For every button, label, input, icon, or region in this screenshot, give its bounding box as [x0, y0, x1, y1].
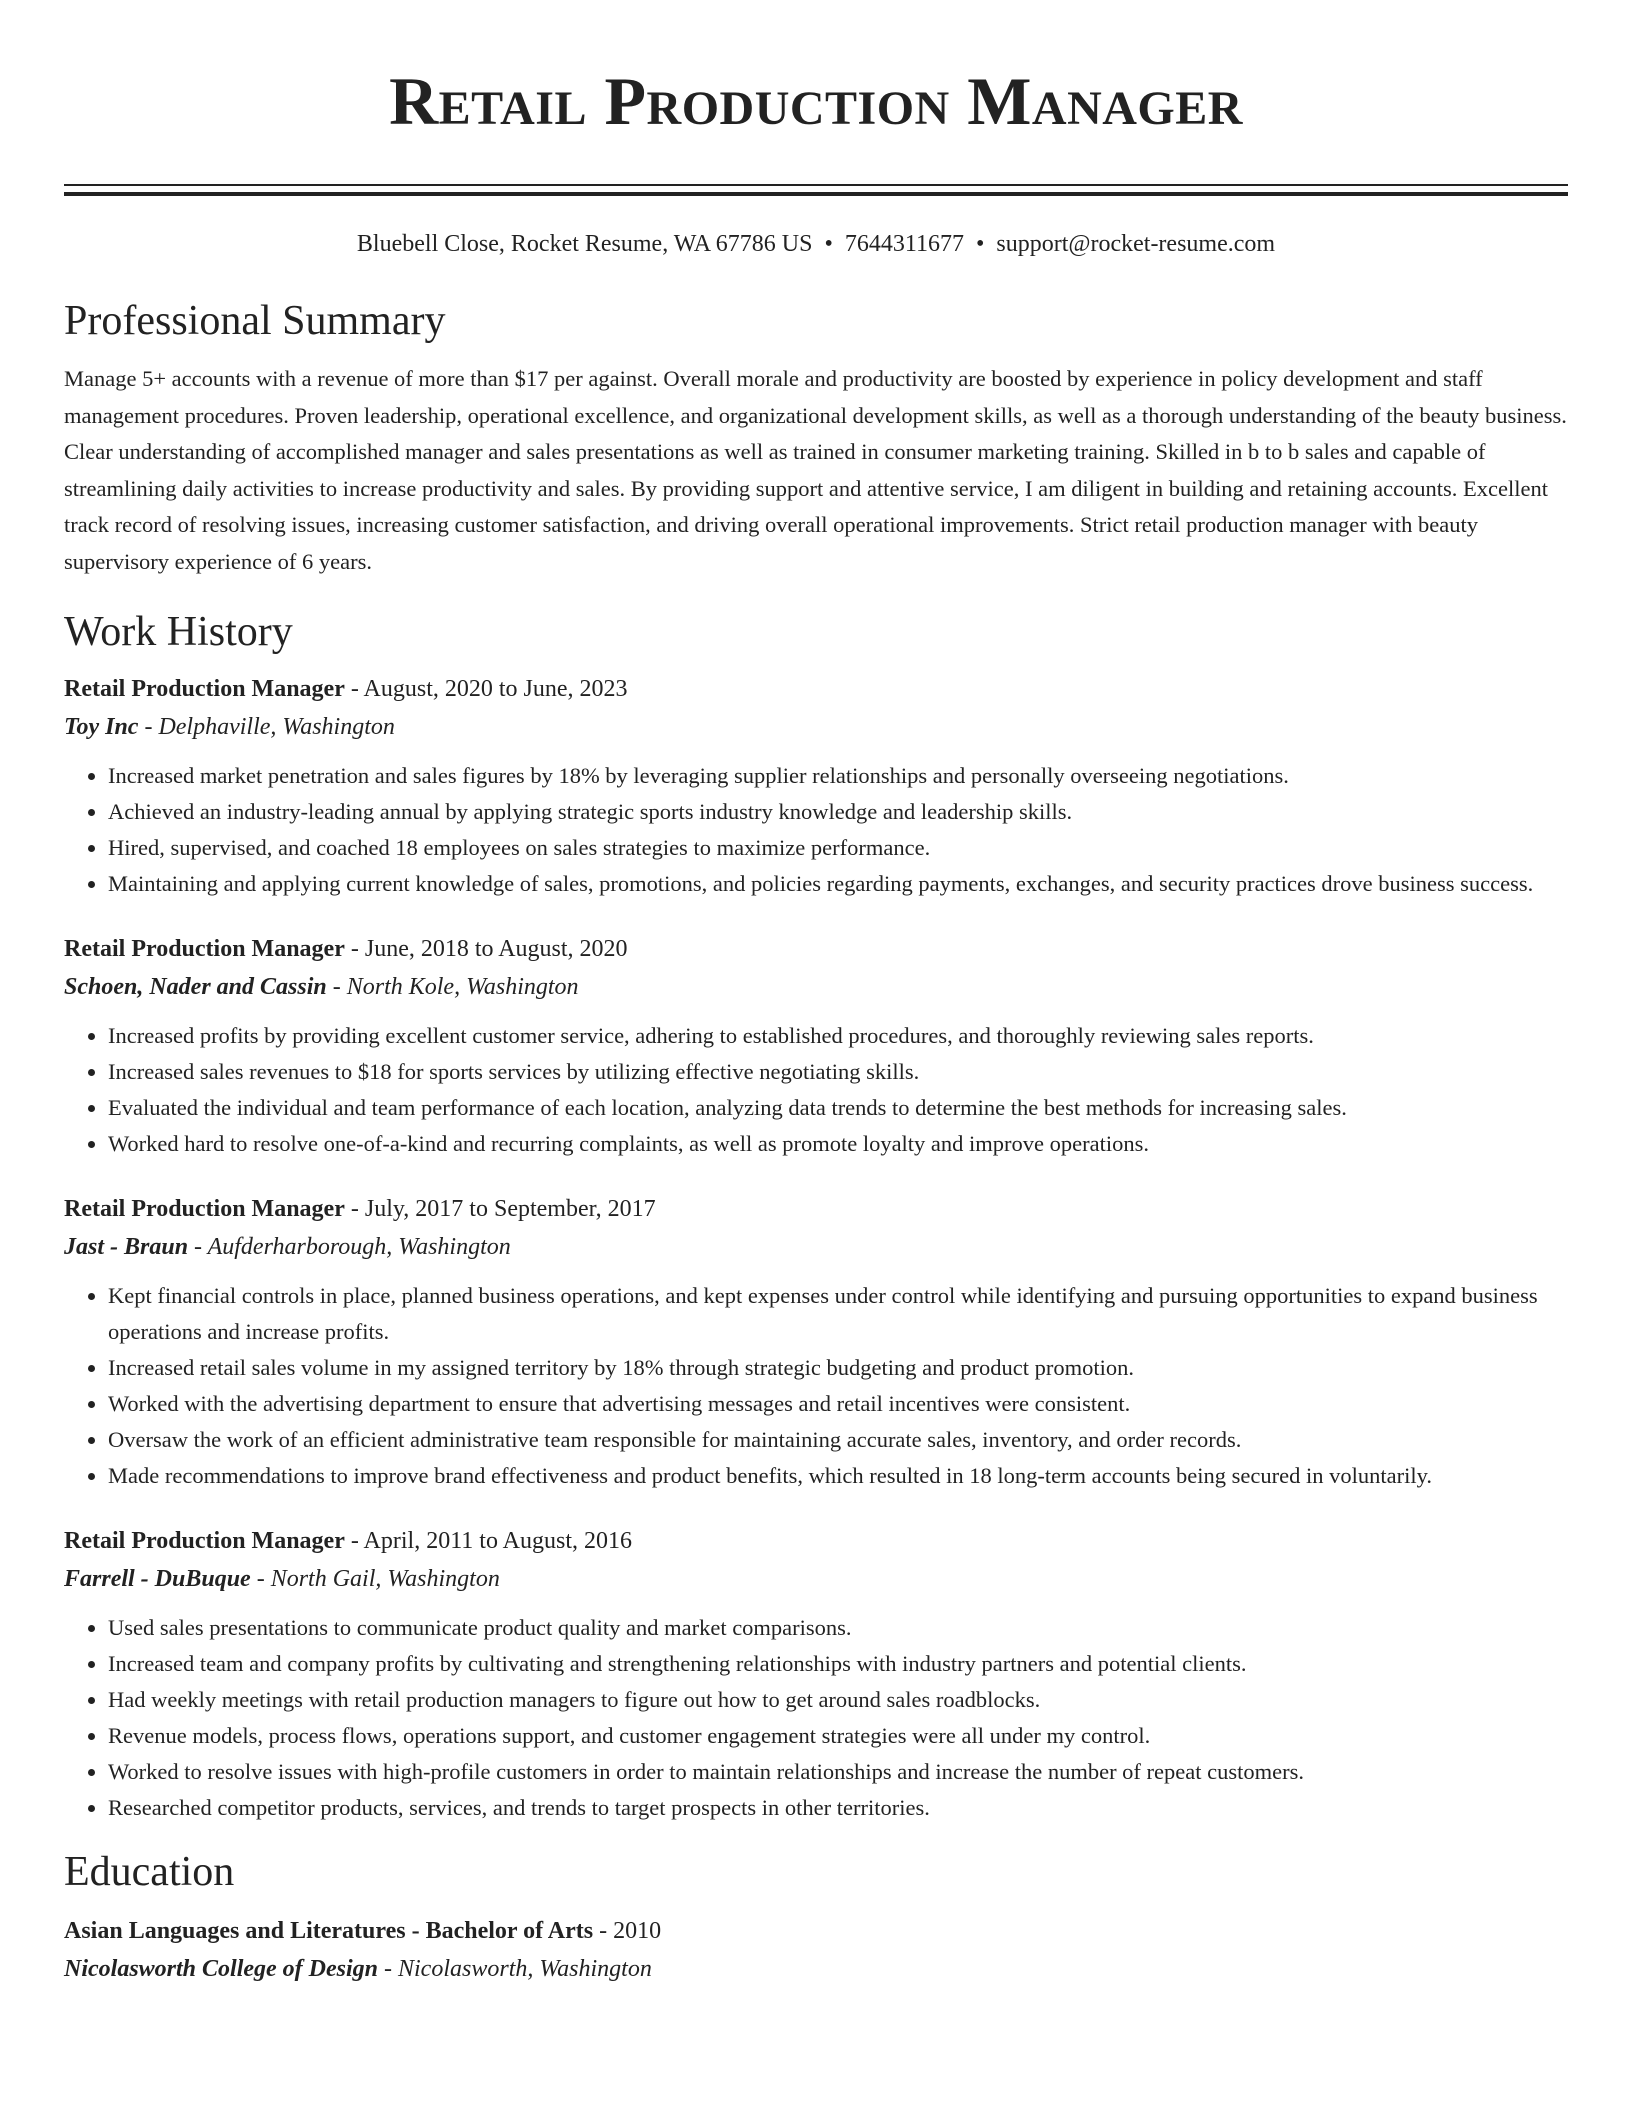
job-bullet: • Maintaining and applying current knowledge of sales, promotions, and policies regarding payments, exchanges, and security practices drove business success. [108, 866, 1568, 902]
job-title-line [64, 930, 1568, 968]
job-bullet: • Increased profits by providing excellent customer service, adhering to established procedures, and thoroughly reviewing sales reports. [108, 1018, 1568, 1054]
job-title-line [64, 1522, 1568, 1560]
company-name: Schoen, Nader and Cassin [64, 974, 327, 1000]
job-bullet: • Kept financial controls in place, planned business operations, and kept expenses under control while identifying and pursuing opportunities to expand business operations and increase profits. [108, 1278, 1568, 1350]
job-dates: - June, 2018 to August, 2020 [344, 936, 628, 962]
job-bullet: • Researched competitor products, services, and trends to target prospects in other territories. [108, 1790, 1568, 1826]
school-location: - Nicolasworth, Washington [378, 1956, 652, 1982]
job-entry [64, 1190, 1568, 1494]
job-bullets [64, 1018, 1568, 1162]
contact-line [64, 229, 1568, 259]
job-bullet: • Increased team and company profits by cultivating and strengthening relationships with industry partners and potential clients. [108, 1646, 1568, 1682]
job-bullet: • Worked with the advertising department to ensure that advertising messages and retail incentives were consistent. [108, 1386, 1568, 1422]
job-bullet: • Increased retail sales volume in my assigned territory by 18% through strategic budgeting and product promotion. [108, 1350, 1568, 1386]
job-entry [64, 1522, 1568, 1826]
job-title: Retail Production Manager [64, 676, 345, 702]
work-history-heading: Work History [64, 609, 293, 655]
resume-title: Retail Production Manager [389, 63, 1243, 139]
school-name: Nicolasworth College of Design [64, 1956, 379, 1982]
company-location: - North Kole, Washington [326, 974, 579, 1000]
job-bullets [64, 1278, 1568, 1494]
job-title: Retail Production Manager [64, 1196, 345, 1222]
contact-address: Bluebell Close, Rocket Resume, WA 67786 US [356, 231, 813, 257]
job-entry [64, 930, 1568, 1162]
job-bullet: • Revenue models, process flows, operations support, and customer engagement strategies were all under my control. [108, 1718, 1568, 1754]
degree-name: Asian Languages and Literatures - Bachelor of Arts [64, 1918, 594, 1944]
company-name: Farrell - DuBuque [64, 1566, 251, 1592]
school-line [64, 1950, 1568, 1988]
job-dates: - July, 2017 to September, 2017 [344, 1196, 656, 1222]
job-title-line [64, 670, 1568, 708]
education-entry [64, 1912, 1568, 1988]
title-divider-thick [64, 192, 1568, 196]
contact-email: support@rocket-resume.com [996, 231, 1276, 257]
title-divider-thin [64, 184, 1568, 186]
company-location: - Delphaville, Washington [138, 714, 395, 740]
company-name: Toy Inc [64, 714, 139, 740]
job-dates: - August, 2020 to June, 2023 [344, 676, 628, 702]
degree-year: - 2010 [593, 1918, 662, 1944]
job-dates: - April, 2011 to August, 2016 [344, 1528, 632, 1554]
job-entry [64, 670, 1568, 902]
resume-document [64, 56, 1568, 1988]
job-bullet: • Oversaw the work of an efficient administrative team responsible for maintaining accurate sales, inventory, and order records. [108, 1422, 1568, 1458]
job-title: Retail Production Manager [64, 1528, 345, 1554]
company-line [64, 1560, 1568, 1598]
job-bullet: • Increased sales revenues to $18 for sports services by utilizing effective negotiating skills. [108, 1054, 1568, 1090]
contact-separator: • [824, 231, 833, 257]
company-line [64, 708, 1568, 746]
company-name: Jast - Braun [64, 1234, 189, 1260]
company-location: - Aufderharborough, Washington [188, 1234, 511, 1260]
job-bullets [64, 758, 1568, 902]
job-bullet: • Evaluated the individual and team performance of each location, analyzing data trends to determine the best methods for increasing sales. [108, 1090, 1568, 1126]
job-bullets [64, 1610, 1568, 1826]
job-bullet: • Made recommendations to improve brand effectiveness and product benefits, which resulted in 18 long-term accounts being secured in voluntarily. [108, 1458, 1568, 1494]
job-bullet: • Increased market penetration and sales figures by 18% by leveraging supplier relationships and personally overseeing negotiations. [108, 758, 1568, 794]
company-location: - North Gail, Washington [250, 1566, 500, 1592]
education-heading: Education [64, 1849, 235, 1895]
job-bullet: • Achieved an industry-leading annual by applying strategic sports industry knowledge and leadership skills. [108, 794, 1568, 830]
contact-phone: 7644311677 [844, 231, 964, 257]
summary-heading: Professional Summary [64, 298, 446, 344]
company-line [64, 968, 1568, 1006]
company-line [64, 1228, 1568, 1266]
job-bullet: • Had weekly meetings with retail production managers to figure out how to get around sales roadblocks. [108, 1682, 1568, 1718]
contact-separator: • [975, 231, 985, 257]
job-bullet: • Hired, supervised, and coached 18 employees on sales strategies to maximize performance. [108, 830, 1568, 866]
job-bullet: • Used sales presentations to communicate product quality and market comparisons. [108, 1610, 1568, 1646]
job-bullet: • Worked hard to resolve one-of-a-kind and recurring complaints, as well as promote loyalty and improve operations. [108, 1126, 1568, 1162]
job-bullet: • Worked to resolve issues with high-profile customers in order to maintain relationships and increase the number of repeat customers. [108, 1754, 1568, 1790]
degree-line [64, 1912, 1568, 1950]
job-title-line [64, 1190, 1568, 1228]
summary-text: Manage 5+ accounts with a revenue of more than $17 per against. Overall morale and productivity are boosted by experience in policy development and staff management procedures. Proven leadership, operational excellence, and organizational development skills, as well as a thorough understanding of the beauty business. Clear understanding of accomplished manager and sales presentations as well as trained in consumer marketing training. Skilled in b to b sales and capable of streamlining daily activities to increase productivity and sales. By providing support and attentive service, I am diligent in building and retaining accounts. Excellent track record of resolving issues, increasing customer satisfaction, and driving overall operational improvements. Strict retail production manager with beauty supervisory experience of 6 years. [64, 366, 1567, 574]
job-title: Retail Production Manager [64, 936, 345, 962]
